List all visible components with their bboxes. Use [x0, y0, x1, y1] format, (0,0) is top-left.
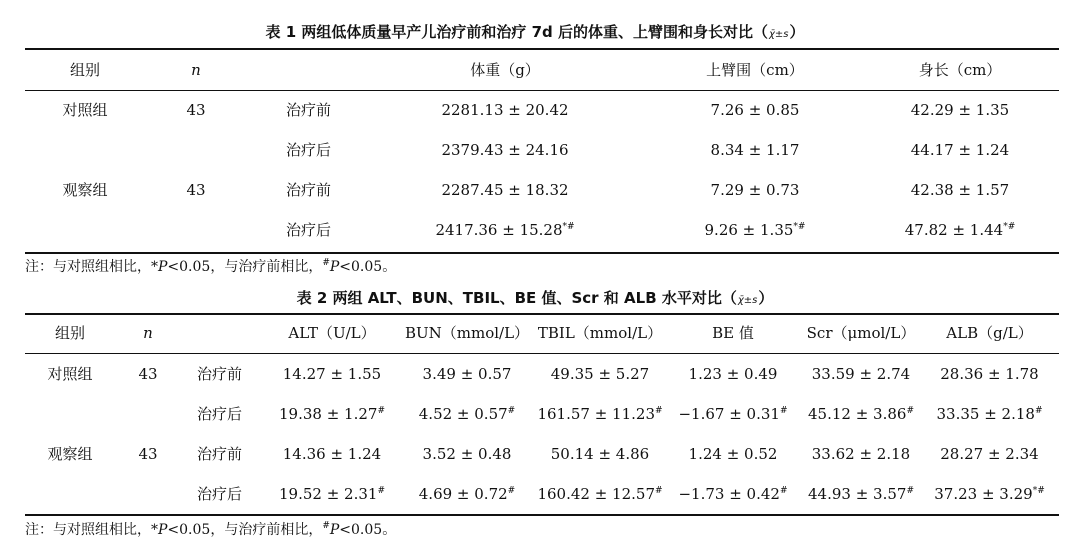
table2-row1-alb: 28.36 ± 1.78: [940, 365, 1039, 383]
table1-header-n: n: [191, 61, 201, 79]
table1-header-weight: 体重（g）: [470, 61, 540, 79]
table1-bottom-rule: [25, 252, 1059, 254]
table1-row3-length: 42.38 ± 1.57: [910, 181, 1010, 199]
table2-row4-scr: 44.93 ± 3.57#: [808, 485, 914, 503]
table2-row1-alt: 14.27 ± 1.55: [282, 365, 382, 383]
table1-top-rule: [25, 48, 1059, 50]
table2-row4-tbil: 160.42 ± 12.57#: [537, 485, 663, 503]
table1-title-end: ）: [789, 23, 805, 41]
table1-row4-weight: 2417.36 ± 15.28*#: [435, 221, 575, 239]
table2-title-end: ）: [758, 289, 774, 307]
table2-row1-n: 43: [138, 365, 158, 383]
table1-row4-length: 47.82 ± 1.44*#: [904, 221, 1016, 239]
table2-row2-scr: 45.12 ± 3.86#: [808, 405, 914, 423]
table2-row3-tbil: 50.14 ± 4.86: [550, 445, 650, 463]
table2-header-n: n: [143, 324, 153, 342]
table2-header-alt: ALT（U/L）: [288, 324, 376, 342]
table1-row3-weight: 2287.45 ± 18.32: [441, 181, 569, 199]
table2-header-bun: BUN（mmol/L）: [404, 324, 530, 342]
table2-row2-alb: 33.35 ± 2.18#: [936, 405, 1043, 423]
table1-row2-length: 44.17 ± 1.24: [910, 141, 1010, 159]
table2-row3-scr: 33.62 ± 2.18: [811, 445, 911, 463]
table2-row1-be: 1.23 ± 0.49: [688, 365, 778, 383]
table2-row2-bun: 4.52 ± 0.57#: [418, 405, 516, 423]
table1-row2-arm: 8.34 ± 1.17: [710, 141, 800, 159]
table2-title-main: 表 2 两组 ALT、BUN、TBIL、BE 值、Scr 和 ALB 水平对比（: [296, 289, 737, 307]
table1-row1-phase: 治疗前: [286, 101, 332, 119]
table2-row3-group: 观察组: [47, 445, 93, 463]
table2-row4-alb: 37.23 ± 3.29*#: [934, 485, 1045, 503]
table1-row1-group: 对照组: [62, 101, 108, 119]
table2-row3-n: 43: [138, 445, 158, 463]
table2-top-rule: [25, 313, 1059, 315]
table2-row2-be: −1.67 ± 0.31#: [678, 405, 788, 423]
table1-note: 注：与对照组相比，*P<0.05，与治疗前相比，#P<0.05。: [25, 258, 397, 275]
table2-row1-bun: 3.49 ± 0.57: [422, 365, 512, 383]
table2-header-scr: Scr（μmol/L）: [806, 324, 916, 342]
table2-title: [0, 288, 1070, 311]
table1-row4-arm: 9.26 ± 1.35*#: [704, 221, 806, 239]
table2-row3-bun: 3.52 ± 0.48: [422, 445, 512, 463]
table1-row3-arm: 7.29 ± 0.73: [710, 181, 800, 199]
table2-row4-phase: 治疗后: [197, 485, 243, 503]
table1-row3-group: 观察组: [62, 181, 108, 199]
table2-row1-group: 对照组: [47, 365, 93, 383]
table2-row4-bun: 4.69 ± 0.72#: [418, 485, 516, 503]
table1-row1-length: 42.29 ± 1.35: [910, 101, 1010, 119]
table1-row3-phase: 治疗前: [286, 181, 332, 199]
table2-row2-alt: 19.38 ± 1.27#: [279, 405, 385, 423]
table1-row3-n: 43: [186, 181, 206, 199]
table2-header-tbil: TBIL（mmol/L）: [537, 324, 663, 342]
table2-row1-scr: 33.59 ± 2.74: [811, 365, 911, 383]
table2-row4-be: −1.73 ± 0.42#: [678, 485, 788, 503]
table2-row3-alt: 14.36 ± 1.24: [282, 445, 382, 463]
table2-row3-be: 1.24 ± 0.52: [688, 445, 778, 463]
table1-row1-n: 43: [186, 101, 206, 119]
table1-row2-phase: 治疗后: [286, 141, 332, 159]
table2-header-be: BE 值: [712, 324, 754, 342]
table2-header-rule: [25, 353, 1059, 354]
table2-header-group: 组别: [54, 324, 85, 342]
table2-row2-tbil: 161.57 ± 11.23#: [537, 405, 663, 423]
table1-title-stat: χ̄±s: [768, 29, 789, 40]
table2-title-stat: χ̄±s: [737, 295, 758, 306]
table2-row2-phase: 治疗后: [197, 405, 243, 423]
table1-header-rule: [25, 90, 1059, 91]
table1-header-length: 身长（cm）: [918, 61, 1002, 79]
table1-row1-weight: 2281.13 ± 20.42: [441, 101, 569, 119]
table1-row4-phase: 治疗后: [286, 221, 332, 239]
table1-header-arm: 上臂围（cm）: [706, 61, 804, 79]
table1-header-group: 组别: [69, 61, 100, 79]
table2-note: 注：与对照组相比，*P<0.05，与治疗前相比，#P<0.05。: [25, 521, 397, 538]
table2-row4-alt: 19.52 ± 2.31#: [279, 485, 385, 503]
table1-title-main: 表 1 两组低体质量早产儿治疗前和治疗 7d 后的体重、上臂围和身长对比（: [265, 23, 768, 41]
table2-row3-phase: 治疗前: [197, 445, 243, 463]
table2-row3-alb: 28.27 ± 2.34: [940, 445, 1039, 463]
table2-row1-tbil: 49.35 ± 5.27: [550, 365, 650, 383]
table1-title: [0, 22, 1070, 45]
table2-row1-phase: 治疗前: [197, 365, 243, 383]
table2-bottom-rule: [25, 514, 1059, 516]
table1-row1-arm: 7.26 ± 0.85: [710, 101, 800, 119]
table2-header-alb: ALB（g/L）: [946, 324, 1033, 342]
table1-row2-weight: 2379.43 ± 24.16: [441, 141, 569, 159]
